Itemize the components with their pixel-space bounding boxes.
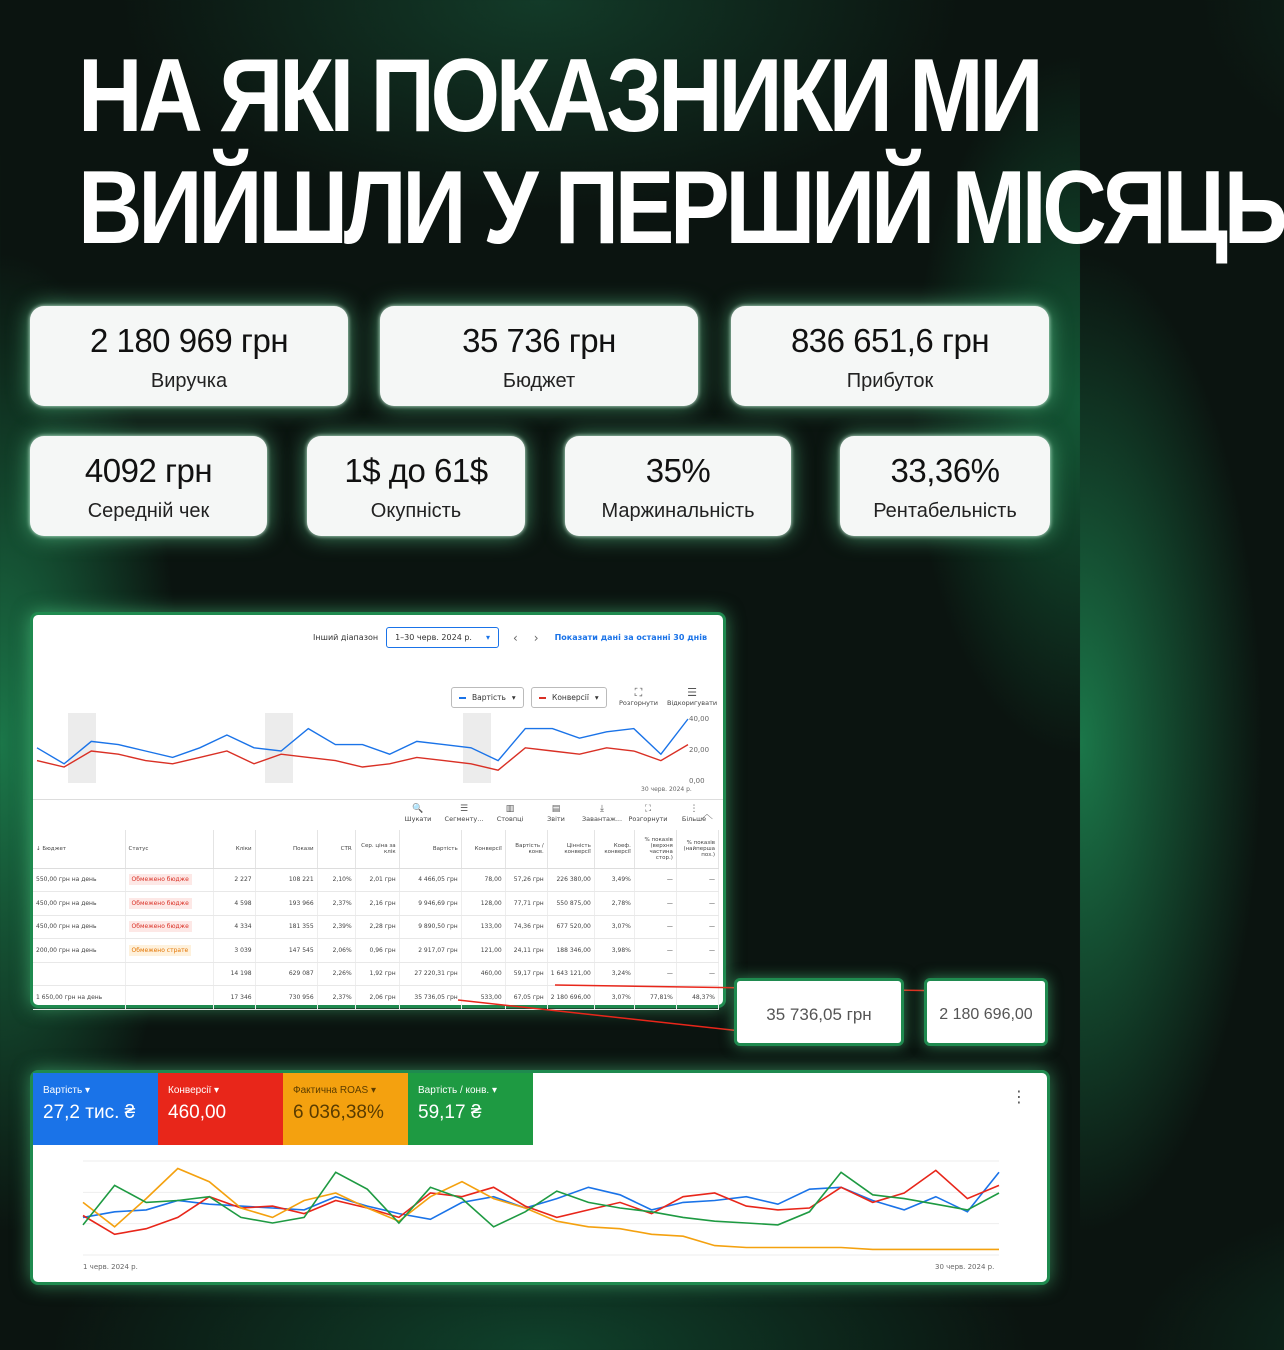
tool-label: Відкоригувати: [667, 699, 718, 707]
table-cell: 677 520,00: [547, 915, 594, 939]
toolbar-label: Розгорнути: [628, 815, 668, 823]
column-header[interactable]: Покази: [255, 830, 317, 868]
fullscreen-icon: ⛶: [644, 804, 652, 814]
table-cell: 4 466,05 грн: [399, 868, 461, 892]
metric-value: 35 736 грн: [462, 322, 616, 359]
column-header[interactable]: Коеф. конверсії: [594, 830, 634, 868]
table-cell: 17 346: [213, 986, 255, 1010]
column-header[interactable]: % показів (найперша поз.): [676, 830, 718, 868]
metric-value: 35%: [645, 452, 711, 489]
table-cell: 181 355: [255, 915, 317, 939]
roas-series-line: [83, 1169, 999, 1250]
table-cell: —: [634, 962, 676, 986]
more-vert-icon[interactable]: ⋮: [1011, 1087, 1027, 1106]
table-cell: 2 917,07 грн: [399, 939, 461, 963]
y-tick-0: 0,00: [689, 777, 705, 785]
reports-icon: ▤: [551, 804, 561, 814]
tab-title: Вартість / конв. ▾: [418, 1085, 497, 1096]
arrow-to-cost: [458, 1000, 750, 1032]
column-header[interactable]: Конверсії: [461, 830, 505, 868]
table-cell: 2,06 грн: [355, 986, 399, 1010]
table-cell: —: [676, 892, 718, 916]
table-cell: —: [634, 868, 676, 892]
status-badge: Обмежено бюдже: [129, 874, 192, 885]
table-cell: 128,00: [461, 892, 505, 916]
tune-icon: ☰: [687, 686, 697, 699]
table-cell: 629 087: [255, 962, 317, 986]
column-header[interactable]: Вартість / конв.: [505, 830, 547, 868]
table-cell: 0,96 грн: [355, 939, 399, 963]
last-30-days-link[interactable]: Показати дані за останні 30 днів: [554, 633, 707, 642]
download-icon: ⤓: [600, 804, 604, 814]
search-icon: 🔍: [412, 804, 424, 814]
tab-title: Конверсії ▾: [168, 1085, 220, 1096]
metric-label: Рентабельність: [873, 500, 1017, 522]
table-cell: 2,28 грн: [355, 915, 399, 939]
tab-value: 27,2 тис. ₴: [43, 1102, 136, 1123]
headline-line-1: НА ЯКІ ПОКАЗНИКИ МИ: [78, 38, 1040, 154]
table-cell: 193 966: [255, 892, 317, 916]
tab-value: 6 036,38%: [293, 1102, 384, 1123]
column-header[interactable]: CTR: [317, 830, 355, 868]
headline-line-2: ВИЙШЛИ У ПЕРШИЙ МІСЯЦЬ: [78, 150, 1284, 266]
table-cell: 3,49%: [594, 868, 634, 892]
toolbar-label: Стовпці: [496, 815, 524, 823]
table-cell: 2,39%: [317, 915, 355, 939]
table-cell: 27 220,31 грн: [399, 962, 461, 986]
table-cell: 2,01 грн: [355, 868, 399, 892]
table-cell: 2,26%: [317, 962, 355, 986]
zoom-callout-revenue: 2 180 696,00: [924, 978, 1048, 1046]
cost-per-conv-series-line: [83, 1172, 999, 1227]
table-cell: 2,37%: [317, 986, 355, 1010]
metric-tab[interactable]: [408, 1073, 533, 1145]
overview-metric-tabs: [33, 1073, 533, 1145]
toolbar-label: Більше: [681, 815, 707, 823]
column-header[interactable]: Вартість: [399, 830, 461, 868]
column-header[interactable]: Статус: [125, 830, 213, 868]
table-cell: 133,00: [461, 915, 505, 939]
column-header[interactable]: Кліки: [213, 830, 255, 868]
table-cell: 1,92 грн: [355, 962, 399, 986]
toolbar-label: Завантаж...: [582, 815, 623, 823]
fullscreen-icon: ⛶: [634, 686, 643, 699]
table-cell: 3,07%: [594, 915, 634, 939]
table-cell: —: [676, 939, 718, 963]
column-header[interactable]: % показів (верхня частина стор.): [634, 830, 676, 868]
column-header[interactable]: ↓ Бюджет: [33, 830, 125, 868]
toolbar-label: Звіти: [547, 815, 565, 823]
y-tick-20: 20,00: [689, 746, 710, 754]
range-label: Інший діапазон: [313, 633, 379, 642]
column-header[interactable]: Цінність конверсії: [547, 830, 594, 868]
toolbar-label: Шукати: [404, 815, 432, 823]
table-cell: 9 946,69 грн: [399, 892, 461, 916]
overview-panel: [30, 1070, 1050, 1285]
table-cell: 3,24%: [594, 962, 634, 986]
table-cell: 57,26 грн: [505, 868, 547, 892]
collapse-icon[interactable]: ︿: [701, 807, 714, 821]
table-cell: 460,00: [461, 962, 505, 986]
chip-label: Конверсії: [552, 693, 589, 702]
table-cell: 450,00 грн на день: [33, 915, 125, 939]
table-cell: 1 643 121,00: [547, 962, 594, 986]
table-cell: —: [676, 962, 718, 986]
tool-label: Розгорнути: [619, 699, 658, 707]
table-cell: 226 380,00: [547, 868, 594, 892]
chip-label: Вартість: [472, 693, 506, 702]
table-cell: 2,10%: [317, 868, 355, 892]
next-period-icon[interactable]: ›: [533, 630, 539, 645]
table-cell: 533,00: [461, 986, 505, 1010]
more-vert-icon: ⋮: [689, 804, 699, 814]
y-tick-40: 40,00: [689, 715, 710, 723]
metric-label: Маржинальність: [601, 500, 755, 522]
tab-title: Вартість ▾: [43, 1085, 90, 1096]
table-cell: 2,06%: [317, 939, 355, 963]
table-cell: 59,17 грн: [505, 962, 547, 986]
status-badge: Обмежено бюдже: [129, 898, 192, 909]
table-cell: 3 039: [213, 939, 255, 963]
table-cell: 2,16 грн: [355, 892, 399, 916]
table-cell: 450,00 грн на день: [33, 892, 125, 916]
metric-value: 1$ до 61$: [344, 452, 488, 489]
table-cell: 2 180 696,00: [547, 986, 594, 1010]
column-header[interactable]: Сер. ціна за клік: [355, 830, 399, 868]
table-cell: 4 598: [213, 892, 255, 916]
overview-line-chart: [33, 1153, 1047, 1263]
table-cell: 2,78%: [594, 892, 634, 916]
table-cell: 77,81%: [634, 986, 676, 1010]
metric-label: Прибуток: [846, 370, 934, 392]
metric-label: Виручка: [150, 370, 228, 392]
metric-value: 4092 грн: [84, 452, 213, 489]
metric-value: 836 651,6 грн: [790, 322, 990, 359]
table-cell: 78,00: [461, 868, 505, 892]
table-cell: —: [634, 892, 676, 916]
table-cell: 35 736,05 грн: [399, 986, 461, 1010]
metric-tab[interactable]: [158, 1073, 283, 1145]
metric-value: 2 180 969 грн: [89, 322, 289, 359]
table-cell: —: [634, 939, 676, 963]
table-cell: 108 221: [255, 868, 317, 892]
metric-label: Окупність: [370, 500, 462, 522]
prev-period-icon[interactable]: ‹: [512, 630, 518, 645]
date-range-value: 1–30 черв. 2024 р.: [395, 633, 472, 642]
x-axis-end: 30 черв. 2024 р.: [641, 786, 692, 793]
table-cell: —: [676, 868, 718, 892]
table-cell: 67,05 грн: [505, 986, 547, 1010]
table-cell: 730 956: [255, 986, 317, 1010]
table-cell: 121,00: [461, 939, 505, 963]
table-cell: 1 650,00 грн на день: [33, 986, 125, 1010]
metric-label: Середній чек: [87, 500, 210, 522]
segment-icon: ☰: [459, 804, 469, 814]
metric-label: Бюджет: [502, 370, 576, 392]
metric-tab[interactable]: [33, 1073, 158, 1145]
table-cell: 9 890,50 грн: [399, 915, 461, 939]
tab-title: Фактична ROAS ▾: [293, 1085, 377, 1096]
metric-tab[interactable]: [283, 1073, 408, 1145]
table-cell: 2,37%: [317, 892, 355, 916]
table-cell: 2 227: [213, 868, 255, 892]
table-cell: 4 334: [213, 915, 255, 939]
x-axis-start: 1 черв. 2024 р.: [83, 1263, 138, 1271]
metric-value: 33,36%: [890, 452, 1000, 489]
table-cell: —: [676, 915, 718, 939]
table-cell: 3,98%: [594, 939, 634, 963]
table-cell: 188 346,00: [547, 939, 594, 963]
table-cell: 200,00 грн на день: [33, 939, 125, 963]
columns-icon: ▥: [505, 804, 515, 814]
table-cell: 74,36 грн: [505, 915, 547, 939]
caret-down-icon: ▾: [511, 693, 516, 702]
caret-down-icon: ▾: [485, 633, 490, 642]
table-cell: 77,71 грн: [505, 892, 547, 916]
table-cell: 3,07%: [594, 986, 634, 1010]
table-cell: 550,00 грн на день: [33, 868, 125, 892]
table-cell: 550 875,00: [547, 892, 594, 916]
status-badge: Обмежено страте: [129, 945, 192, 956]
status-badge: Обмежено бюдже: [129, 921, 192, 932]
table-cell: 14 198: [213, 962, 255, 986]
table-cell: 24,11 грн: [505, 939, 547, 963]
toolbar-label: Сегменту...: [444, 815, 484, 823]
tab-value: 460,00: [168, 1102, 227, 1123]
table-cell: —: [634, 915, 676, 939]
tab-value: 59,17 ₴: [418, 1102, 482, 1123]
table-cell: 48,37%: [676, 986, 718, 1010]
x-axis-end: 30 черв. 2024 р.: [935, 1263, 995, 1271]
zoom-callout-cost: 35 736,05 грн: [734, 978, 904, 1046]
caret-down-icon: ▾: [594, 693, 599, 702]
table-cell: 147 545: [255, 939, 317, 963]
